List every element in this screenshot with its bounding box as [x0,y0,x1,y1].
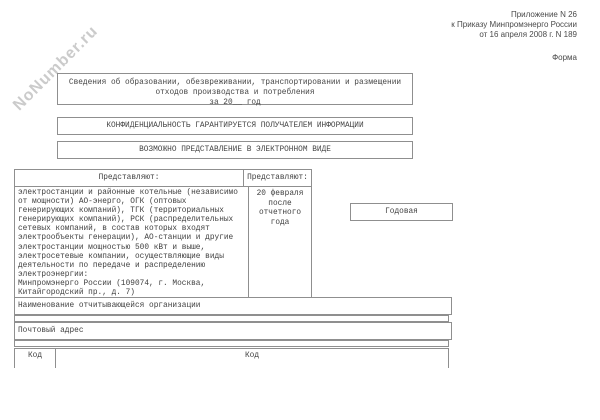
organization-name-field: Наименование отчитывающейся организации [14,297,452,315]
submission-table [14,169,312,298]
deadline-cell: 20 февраля после отчетного года [256,190,304,227]
report-title-box [57,73,413,105]
form-label: Форма [552,53,577,62]
code-table [14,348,449,368]
submitters-cell: электростанции и районные котельные (независимо от мощности) АО-энерго, ОГК (оптовых генерирующих компаний), ТГК (территориальных генерирующих компаний), РСК (распределительных сетевых компаний, в состав которых входят электрообъекты генерации), АО-станции и другие электростанции мощностью 500 кВт и выше, электросетевые компании, осуществляющие виды деятельности по передаче и распределению электроэнергии: Минпромэнерго России (109074, г. Москва, Китайгородский пр., д. 7) [15,187,249,297]
code-column-header-1: Код [15,349,56,368]
submission-table-body-row [15,187,311,297]
report-title-line1: Сведения об образовании, обезвреживании, транспортировании и размещении [68,79,402,87]
submitters-column-header: Представляют: [15,170,244,186]
postal-address-fill-line [14,340,449,347]
report-title-line2: отходов производства и потребления [155,89,315,97]
confidentiality-notice-box: КОНФИДЕНЦИАЛЬНОСТЬ ГАРАНТИРУЕТСЯ ПОЛУЧАТЕЛЕМ ИНФОРМАЦИИ [57,117,413,135]
postal-address-field: Почтовый адрес [14,322,452,340]
watermark: NoNumber.ru [10,22,102,115]
organization-name-fill-line [14,315,449,322]
submission-table-header-row [15,170,311,187]
document-header [451,10,577,63]
header-order-line: к Приказу Минпромэнерго России [451,20,577,29]
header-date-line: от 16 апреля 2008 г. N 189 [479,30,577,39]
report-title-year-line: за 20__ год [209,99,261,107]
periodicity-box: Годовая [350,203,453,221]
deadline-column-header: Представляют: [247,174,308,182]
code-column-header-2: Код [244,352,260,360]
electronic-submission-notice-box: ВОЗМОЖНО ПРЕДСТАВЛЕНИЕ В ЭЛЕКТРОННОМ ВИДЕ [57,141,413,159]
header-appendix-line: Приложение N 26 [510,10,577,19]
